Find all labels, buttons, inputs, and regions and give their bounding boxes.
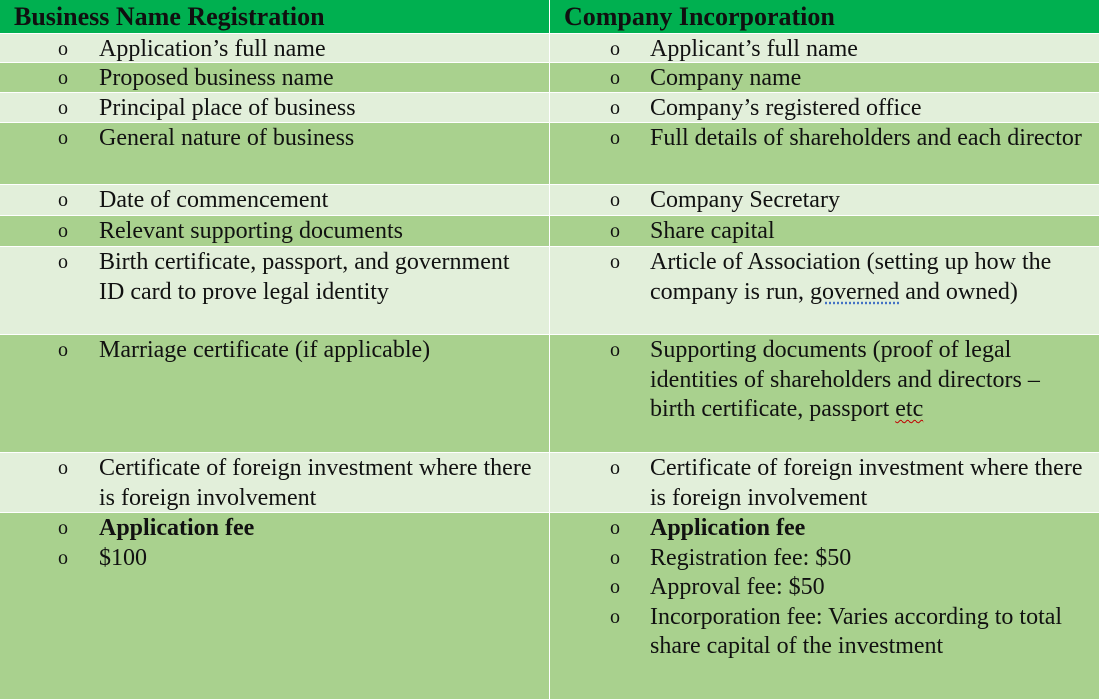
item-text: Registration fee: $50 (650, 544, 852, 571)
item-text: $100 (99, 544, 147, 571)
spelling-marked-word: etc (895, 396, 924, 422)
bullet-icon: o (58, 546, 68, 569)
item-text: Application’s full name (99, 36, 326, 62)
table-cell (0, 63, 550, 93)
bullet-icon: o (58, 339, 68, 361)
bullet-icon: o (610, 339, 620, 361)
list-item (550, 454, 1099, 513)
bullet-icon: o (58, 38, 68, 60)
item-text: Share capital (650, 218, 775, 244)
header-business-name-registration: Business Name Registration (0, 0, 550, 34)
table-cell (550, 123, 1099, 185)
list-item (550, 248, 1099, 307)
list-item (0, 544, 549, 574)
list-item (550, 186, 1099, 216)
list-item (0, 186, 549, 216)
list-item (0, 217, 549, 247)
list-item (550, 94, 1099, 123)
table-cell (550, 513, 1099, 700)
list-item (550, 573, 1099, 603)
item-text: General nature of business (99, 125, 355, 151)
bullet-icon: o (58, 127, 68, 149)
table-cell (0, 247, 550, 335)
list-item (0, 336, 549, 366)
item-text: Incorporation fee: Varies according to total share capital of the investment (650, 603, 1063, 659)
table-cell (550, 335, 1099, 453)
item-text: Company Secretary (650, 187, 840, 213)
item-text: Certificate of foreign investment where there is foreign involvement (650, 455, 1083, 511)
bullet-icon: o (610, 220, 620, 242)
list-item (550, 64, 1099, 93)
text-segment: and owned) (899, 278, 1018, 305)
bullet-icon: o (58, 251, 68, 273)
table-cell (0, 34, 550, 63)
header-company-incorporation: Company Incorporation (550, 0, 1099, 34)
list-item (550, 217, 1099, 247)
item-text: Full details of shareholders and each director (650, 125, 1082, 151)
item-text: Approval fee: $50 (650, 574, 825, 600)
list-item (550, 603, 1099, 662)
bullet-icon: o (610, 38, 620, 60)
table-cell (550, 63, 1099, 93)
list-item (550, 336, 1099, 425)
bullet-icon: o (610, 67, 620, 89)
bullet-icon: o (610, 605, 620, 628)
text-segment: Article of Association (setting up how the company is run, (650, 249, 1052, 305)
bullet-icon: o (58, 67, 68, 89)
table-cell (0, 513, 550, 700)
list-item (0, 35, 549, 63)
item-text: Application fee (99, 515, 255, 541)
bullet-icon: o (58, 189, 68, 211)
item-text: Company’s registered office (650, 95, 922, 121)
item-text: Date of commencement (99, 187, 329, 213)
list-item (550, 124, 1099, 154)
item-text (650, 336, 1099, 425)
bullet-icon: o (58, 97, 68, 119)
table-cell (0, 185, 550, 216)
item-text: Proposed business name (99, 65, 334, 91)
bullet-icon: o (610, 457, 620, 479)
table-cell (0, 93, 550, 123)
item-text: Company name (650, 65, 802, 91)
text-segment: Supporting documents (proof of legal identities of shareholders and directors – birth certificate, passport (650, 337, 1040, 422)
bullet-icon: o (58, 517, 68, 539)
list-item (0, 94, 549, 123)
table-cell (0, 453, 550, 513)
table-cell (550, 216, 1099, 247)
item-text: Principal place of business (99, 95, 356, 121)
bullet-icon: o (58, 220, 68, 242)
list-item (0, 124, 549, 154)
item-text (650, 248, 1099, 307)
table-cell (550, 185, 1099, 216)
table-cell (0, 216, 550, 247)
table-cell (550, 34, 1099, 63)
bullet-icon: o (610, 97, 620, 119)
item-text: Applicant’s full name (650, 36, 858, 62)
list-item (0, 248, 549, 307)
item-text: Application fee (650, 515, 806, 541)
grammar-marked-word: governed (809, 278, 900, 305)
list-item (0, 454, 549, 513)
list-item (0, 64, 549, 93)
table-cell (550, 247, 1099, 335)
item-text: Marriage certificate (if applicable) (99, 337, 431, 363)
bullet-icon: o (610, 517, 620, 539)
bullet-icon: o (610, 189, 620, 211)
bullet-icon: o (610, 127, 620, 149)
bullet-icon: o (610, 251, 620, 273)
item-text: Birth certificate, passport, and government ID card to prove legal identity (99, 249, 510, 305)
list-item (550, 544, 1099, 574)
bullet-icon: o (58, 457, 68, 479)
list-item (550, 514, 1099, 544)
table-cell (0, 123, 550, 185)
table-cell (550, 453, 1099, 513)
bullet-icon: o (610, 576, 620, 598)
table-cell (0, 335, 550, 453)
list-item (550, 35, 1099, 63)
bullet-icon: o (610, 546, 620, 569)
table-cell (550, 93, 1099, 123)
item-text: Certificate of foreign investment where there is foreign involvement (99, 455, 532, 511)
list-item (0, 514, 549, 544)
item-text: Relevant supporting documents (99, 218, 403, 244)
